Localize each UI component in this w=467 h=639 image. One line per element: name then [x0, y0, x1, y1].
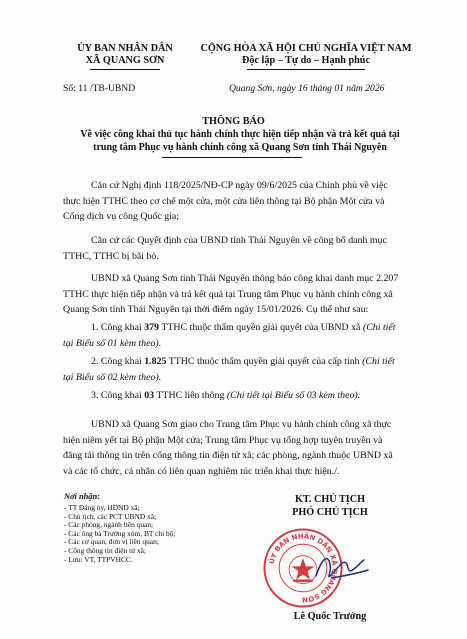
item2-note: (Chi tiết	[362, 356, 395, 367]
paragraph-announcement	[63, 271, 438, 318]
nation-underline	[247, 69, 365, 70]
item1-prefix: 1. Công khai	[91, 322, 145, 333]
signer-name: Lê Quốc Trưởng	[293, 611, 367, 622]
item2-prefix: 2. Công khai	[91, 356, 145, 367]
subject-underline	[162, 157, 302, 158]
item3-count: 03	[144, 390, 155, 401]
p4-line2: hiện niêm yết tại Bộ phận Một cửa; Trung tâm Phục vụ tổng hợp tuyên truyền và	[63, 434, 383, 446]
list-item-2	[63, 354, 438, 385]
item3-prefix: 3. Công khai	[91, 390, 145, 401]
item1-note: (Chi tiết	[362, 322, 396, 333]
p3-line3: Quang Sơn tỉnh Thái Nguyên tại thời điểm ngày 15/01/2026. Cụ thể như sau:	[63, 304, 369, 316]
p4-line1: UBND xã Quang Sơn giao cho Trung tâm Phục vụ hành chính công xã thực	[91, 419, 392, 430]
list-item-3	[63, 388, 438, 404]
item2-count: 1.825	[144, 356, 167, 367]
item2-note-cont: tại Biểu số 02 kèm theo).	[63, 371, 162, 383]
doc-subject-line2: trung tâm Phục vụ hành chính công xã Quang Sơn tỉnh Thái Nguyên	[93, 142, 387, 153]
p2-line1: Căn cứ các Quyết định của UBND tỉnh Thái Nguyên về công bố danh mục	[91, 235, 387, 246]
item1-count: 379	[144, 322, 160, 333]
recipients-label: Nơi nhận:	[64, 492, 100, 501]
list-item-1	[63, 320, 438, 351]
p3-line1: UBND xã Quang Sơn tỉnh Thái Nguyên thông báo công khai danh mục 2.207	[91, 273, 399, 284]
recipient-item: - TT Đảng ủy, HĐND xã;	[64, 503, 140, 512]
recipient-item: - Lưu: VT, TTPVHCC.	[64, 554, 133, 564]
p4-line4: và các tổ chức, cá nhân có liên quan nghiêm túc triển khai thực hiện./.	[63, 465, 340, 477]
recipients-list	[64, 504, 224, 564]
p1-line1: Căn cứ Nghị định 118/2025/NĐ-CP ngày 09/6/2025 của Chính phủ về việc	[91, 180, 388, 191]
doc-subject-line1: Về việc công khai thủ tục hành chính thực hiện tiếp nhận và trả kết quả tại	[80, 129, 400, 140]
doc-number: Số: 11 /TB-UBND	[63, 83, 136, 94]
recipient-item: - Cổng thông tin điện tử xã;	[64, 545, 147, 555]
signature-title-2: PHÓ CHỦ TỊCH	[292, 507, 368, 518]
signature-title-1: KT. CHỦ TỊCH	[294, 494, 366, 505]
recipient-item: - Chủ tịch, các PCT UBND xã;	[64, 511, 157, 521]
p1-line3: Cổng dịch vụ công Quốc gia;	[63, 211, 180, 223]
paragraph-assignment	[63, 417, 438, 479]
org-name-line2: XÃ QUANG SƠN	[85, 55, 165, 66]
org-underline	[90, 69, 160, 70]
item1-note-cont: tại Biểu số 01 kèm theo).	[63, 337, 162, 349]
svg-text:ỦY BAN NHÂN DÂN XÃ QUANG SƠN: ỦY BAN NHÂN DÂN XÃ QUANG SƠN	[267, 532, 339, 604]
item2-text: TTHC thuộc thẩm quyền giải quyết của cấp tỉnh	[166, 356, 363, 367]
recipient-item: - Các ông bà Trưởng xóm, BT chi bộ;	[64, 528, 176, 538]
p4-line3: đăng tải thông tin trên cổng thông tin điện tử xã; các phòng, ngành thuộc UBND xã	[63, 450, 393, 462]
nation-line2: Độc lập – Tự do – Hạnh phúc	[242, 55, 370, 66]
doc-heading: THÔNG BÁO	[202, 116, 265, 127]
place-date: Quang Sơn, ngày 16 tháng 01 năm 2026	[229, 83, 385, 94]
org-name-line1: ỦY BAN NHÂN DÂN	[77, 43, 173, 54]
recipient-item: - Các phòng, ngành liên quan;	[64, 520, 154, 530]
item3-note: (Chi tiết tại Biểu số 03 kèm theo).	[226, 390, 361, 401]
paragraph-legal-basis-1	[63, 178, 438, 225]
recipient-item: - Các cơ quan, đơn vị liên quan;	[64, 537, 159, 547]
nation-line1: CỘNG HÒA XÃ HỘI CHỦ NGHĨA VIỆT NAM	[200, 43, 412, 54]
p2-line2: TTHC, TTHC bị bãi bỏ.	[63, 250, 159, 262]
item3-text: TTHC liên thông	[154, 390, 227, 401]
item1-text: TTHC thuộc thẩm quyền giải quyết của UBND xã	[159, 322, 363, 333]
handwritten-signature	[312, 548, 372, 588]
paragraph-legal-basis-2	[63, 233, 438, 264]
p1-line2: thực hiện TTHC theo cơ chế một cửa, một cửa liên thông tại Bộ phận Một cửa và	[63, 195, 385, 207]
p3-line2: TTHC thực hiện tiếp nhận và trả kết quả tại Trung tâm Phục vụ hành chính công xã	[63, 288, 393, 300]
